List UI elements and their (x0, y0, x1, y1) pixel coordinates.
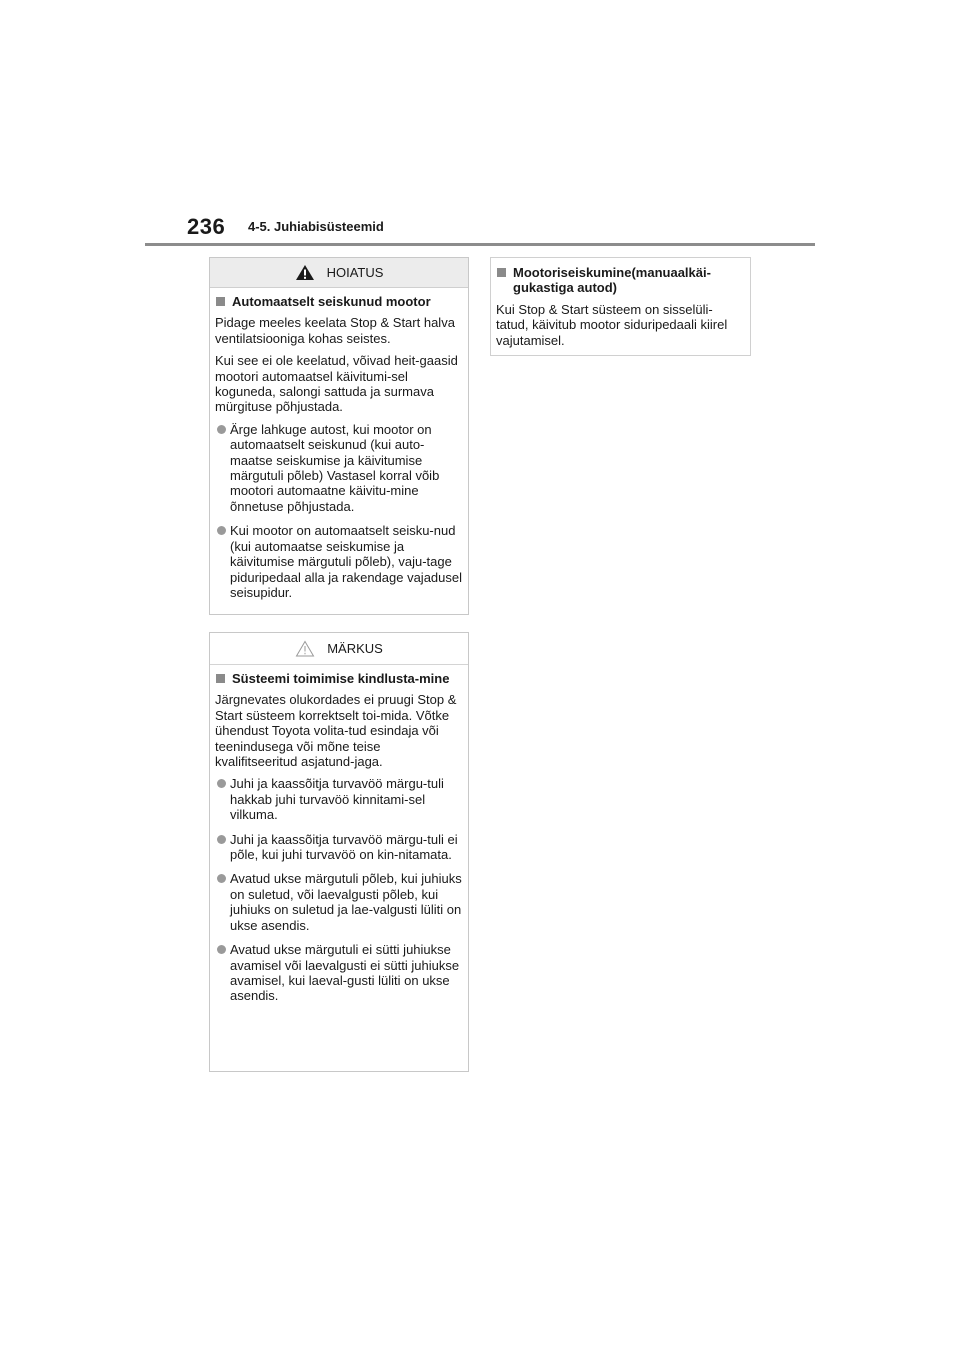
warning-heading-text: Automaatselt seiskunud mootor (232, 294, 431, 309)
manual-transmission-content (491, 258, 750, 358)
notice-paragraph: Järgnevates olukordades ei pruugi Stop & Start süsteem korrektselt toi-mida. Võtke ühendust Toyota volita-tud esindaja või teenindusega või mõne teise kvalifitseeritud asjatund-jaga. (215, 692, 457, 770)
notice-content (210, 665, 468, 1014)
warning-bullet (215, 422, 463, 514)
notice-bullet (215, 942, 463, 1004)
circle-bullet-icon (217, 874, 226, 883)
notice-bullet-text: Avatud ukse märgutuli põleb, kui juhiuks on suletud, või laevalgusti põleb, kui juhiuks on suletud ja lae-valgusti lüliti on ukse asendis. (230, 871, 462, 933)
notice-bullet (215, 832, 463, 863)
notice-bullet (215, 776, 463, 822)
notice-subheading (215, 671, 463, 686)
warning-bullet-text: Ärge lahkuge autost, kui mootor on automaatselt seiskunud (kui auto-maatse seiskumise ja käivitumise märgutuli põleb) Vastasel korral võib mootori automaatne käivitu-mine õnnetuse põhjustada. (230, 421, 440, 514)
square-bullet-icon (216, 674, 225, 683)
warning-label: HOIATUS (326, 265, 384, 280)
warning-triangle-icon (295, 264, 315, 281)
notice-bullet (215, 871, 463, 933)
warning-content (210, 288, 468, 610)
warning-paragraph: Pidage meeles keelata Stop & Start halva ventilatsiooniga kohas seistes. (215, 315, 455, 346)
header-rule (145, 243, 815, 246)
circle-bullet-icon (217, 779, 226, 788)
page-number: 236 (187, 214, 226, 239)
notice-bullet-text: Avatud ukse märgutuli ei sütti juhiukse avamisel või laevalgusti ei sütti juhiukse avamisel, kui laeval-gusti lüliti on ukse asendis. (230, 942, 460, 1004)
warning-bullet-text: Kui mootor on automaatselt seisku-nud (kui automaatse seiskumise ja käivitumise märgutuli põleb), vaju-tage piduripedaal alla ja rakendage vajadusel seisupidur. (230, 523, 463, 600)
warning-paragraph: Kui see ei ole keelatud, võivad heit-gaasid mootori automaatsel käivitumi-sel koguneda, salongi sattuda ja surmava mürgituse põhjustada. (215, 353, 458, 415)
warning-subheading (215, 294, 463, 309)
manual-transmission-paragraph: Kui Stop & Start süsteem on sisselüli-tatud, käivitub mootor siduripedaali kiirel vajutamisel. (496, 301, 728, 348)
manual-transmission-heading-text: Mootoriseiskumine(manuaalkäi-gukastiga autod) (513, 265, 711, 296)
circle-bullet-icon (217, 945, 226, 954)
circle-bullet-icon (217, 526, 226, 535)
square-bullet-icon (497, 268, 506, 277)
manual-transmission-subheading (496, 265, 745, 296)
manual-transmission-box (490, 257, 751, 356)
notice-bullet-text: Juhi ja kaassõitja turvavöö märgu-tuli hakkab juhi turvavöö kinnitami-sel vilkuma. (230, 776, 444, 823)
notice-header (210, 633, 468, 665)
circle-bullet-icon (217, 835, 226, 844)
warning-header (210, 258, 468, 288)
notice-bullet-text: Juhi ja kaassõitja turvavöö märgu-tuli ei põle, kui juhi turvavöö on kin-nitamata. (230, 831, 458, 863)
caution-outline-icon (295, 640, 315, 657)
notice-box (209, 632, 469, 1072)
square-bullet-icon (216, 297, 225, 306)
circle-bullet-icon (217, 425, 226, 434)
notice-heading-text: Süsteemi toimimise kindlusta-mine (232, 671, 450, 686)
warning-bullet (215, 523, 463, 600)
section-title: 4-5. Juhiabisüsteemid (248, 219, 384, 234)
warning-box (209, 257, 469, 615)
notice-label: MÄRKUS (327, 641, 383, 656)
